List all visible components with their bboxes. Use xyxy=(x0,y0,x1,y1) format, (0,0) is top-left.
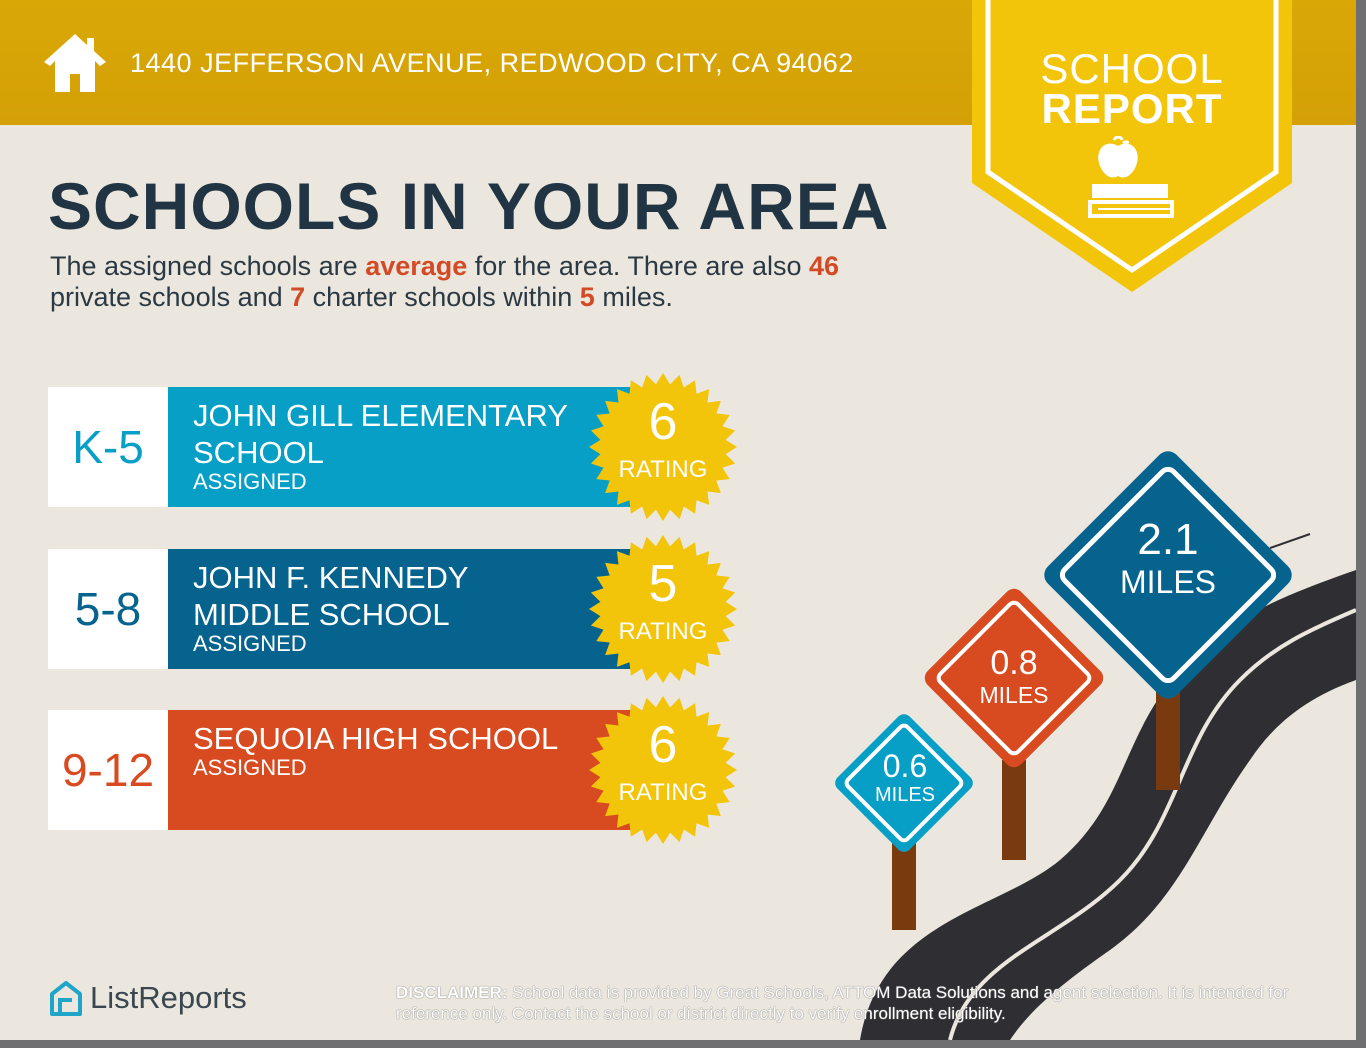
sign-label-2 xyxy=(959,644,1069,709)
summary-text: The assigned schools are xyxy=(50,251,366,281)
listreports-logo-text: ListReports xyxy=(90,980,247,1015)
disclaimer xyxy=(396,982,1316,1024)
summary-text: private schools and xyxy=(50,282,291,312)
school-name-line2: SCHOOL xyxy=(193,435,324,470)
school-status: ASSIGNED xyxy=(193,631,307,656)
rating-label: RATING xyxy=(618,618,708,645)
sign-unit: MILES xyxy=(979,682,1049,708)
school-status: ASSIGNED xyxy=(193,755,307,780)
school-row-elementary xyxy=(48,387,768,507)
school-name-line2: MIDDLE SCHOOL xyxy=(193,597,450,632)
rating-label: RATING xyxy=(618,779,708,806)
grade-range: 5-8 xyxy=(48,549,168,669)
sign-unit: MILES xyxy=(1119,564,1217,600)
property-address: 1440 JEFFERSON AVENUE, REDWOOD CITY, CA 94062 xyxy=(130,48,854,78)
school-name-line1: JOHN GILL ELEMENTARY xyxy=(193,398,568,433)
listreports-logo-icon xyxy=(48,980,84,1018)
sign-value: 0.8 xyxy=(990,644,1038,682)
schools-summary xyxy=(50,251,980,313)
sign-unit: MILES xyxy=(874,784,936,806)
rating-seal xyxy=(588,372,738,522)
summary-highlight-private-count: 46 xyxy=(808,251,840,281)
school-name xyxy=(193,559,469,633)
rating-seal xyxy=(588,695,738,845)
school-bar xyxy=(168,387,638,507)
disclaimer-text: School data is provided by Great Schools, ATTOM Data Solutions and agent selection. It is intended for reference only. Contact the school or district directly to verify enrollment eligibility. xyxy=(396,983,1289,1023)
summary-text: for the area. There are also xyxy=(467,251,809,281)
badge-title-line2: REPORT xyxy=(1041,85,1223,132)
school-row-high xyxy=(48,710,768,830)
grade-range: K-5 xyxy=(48,387,168,507)
rating-value: 6 xyxy=(648,393,678,451)
sign-value: 0.6 xyxy=(882,748,928,784)
grade-range: 9-12 xyxy=(48,710,168,830)
page-title: SCHOOLS IN YOUR AREA xyxy=(48,169,890,243)
school-status: ASSIGNED xyxy=(193,469,307,494)
summary-highlight-quality: average xyxy=(365,251,468,281)
summary-text: miles. xyxy=(594,282,673,312)
sign-label-1 xyxy=(855,748,955,807)
school-bar xyxy=(168,710,638,830)
school-report-badge xyxy=(972,0,1292,292)
school-name-line1: JOHN F. KENNEDY xyxy=(193,560,469,595)
sign-value: 2.1 xyxy=(1137,515,1199,564)
school-name xyxy=(193,720,558,757)
rating-value: 5 xyxy=(648,555,678,613)
sign-post xyxy=(1002,760,1026,860)
sign-label-3 xyxy=(1098,516,1238,601)
house-icon xyxy=(42,30,108,94)
sign-post xyxy=(892,840,916,930)
school-name xyxy=(193,397,568,471)
window-frame-bottom xyxy=(0,1040,1366,1048)
badge-title-line1: SCHOOL xyxy=(1040,45,1224,92)
rating-value: 6 xyxy=(648,716,678,774)
rating-seal xyxy=(588,534,738,684)
school-bar xyxy=(168,549,638,669)
summary-highlight-charter-count: 7 xyxy=(290,282,306,312)
window-frame-right xyxy=(1356,0,1366,1048)
summary-text: charter schools within xyxy=(305,282,580,312)
school-row-middle xyxy=(48,549,768,669)
summary-highlight-radius: 5 xyxy=(579,282,595,312)
disclaimer-label: DISCLAIMER: xyxy=(396,983,508,1002)
school-name-line1: SEQUOIA HIGH SCHOOL xyxy=(193,721,559,756)
rating-label: RATING xyxy=(618,456,708,483)
apple-books-icon xyxy=(1088,136,1174,218)
